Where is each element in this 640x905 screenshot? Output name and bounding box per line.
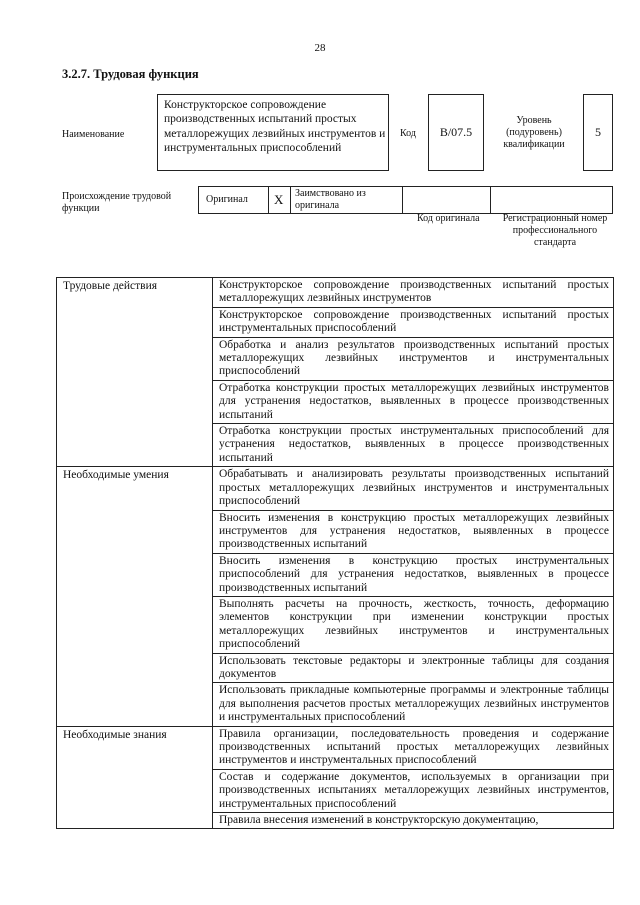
section-title: 3.2.7. Трудовая функция [62, 67, 199, 81]
category-cell: Трудовые действия [57, 278, 213, 467]
table-cell: Вносить изменения в конструкцию простых инструментальных приспособлений для устранения недостатков, выявленных в процессе производственных испытаний [213, 553, 614, 596]
category-cell: Необходимые знания [57, 726, 213, 829]
original-mark-cell [269, 187, 291, 213]
page-number: 28 [314, 42, 326, 54]
borrowed-cell [291, 187, 403, 213]
borrowed-label: Заимствовано из оригинала [295, 188, 366, 211]
function-name-box: Конструкторское сопровождение производственных испытаний простых металлорежущих лезвийных инструментов и инструментальных приспособлений [157, 94, 389, 171]
code-value-box [428, 94, 484, 171]
table-cell: Состав и содержание документов, используемых в организации при производственных испытаниях металлорежущих лезвийных инструментов, инструментальных приспособлений [213, 769, 614, 812]
code-value: B/07.5 [439, 125, 473, 139]
table-row [57, 726, 614, 769]
original-label: Оригинал [206, 194, 248, 205]
table-cell: Вносить изменения в конструкцию простых металлорежущих лезвийных инструментов для устранения недостатков, выявленных в процессе производственных испытаний [213, 510, 614, 553]
code-original-label: Код оригинала [417, 213, 480, 224]
reg-number-cell [491, 187, 612, 213]
table-cell: Использовать прикладные компьютерные программы и электронные таблицы для выполнения расчетов простых металлорежущих лезвийных инструментов и инструментальных приспособлений [213, 683, 614, 726]
table-cell: Отработка конструкции простых металлорежущих лезвийных инструментов для устранения недостатков, выявленных в процессе производственных испытаний [213, 380, 614, 423]
table-row [57, 278, 614, 308]
level-value-box [583, 94, 613, 171]
category-cell: Необходимые умения [57, 467, 213, 726]
table-cell: Конструкторское сопровождение производственных испытаний простых инструментальных приспособлений [213, 307, 614, 337]
table-cell: Обработка и анализ результатов производственных испытаний простых металлорежущих лезвийных инструментов и инструментальных приспособлений [213, 337, 614, 380]
code-original-cell [403, 187, 491, 213]
level-value: 5 [595, 125, 601, 139]
function-details-table [56, 277, 614, 829]
origin-table [198, 186, 613, 214]
table-cell: Выполнять расчеты на прочность, жесткость, точность, деформацию элементов конструкции при изменении конструкции простых металлорежущих лезвийных инструментов и инструментальных приспособлений [213, 596, 614, 653]
table-cell: Обрабатывать и анализировать результаты производственных испытаний простых металлорежущих лезвийных инструментов и инструментальных приспособлений [213, 467, 614, 510]
table-cell: Использовать текстовые редакторы и электронные таблицы для создания документов [213, 653, 614, 683]
table-cell: Правила внесения изменений в конструкторскую документацию, [213, 813, 614, 829]
original-mark: X [274, 192, 284, 207]
name-label: Наименование [62, 129, 125, 140]
code-label: Код [400, 128, 416, 139]
table-cell: Правила организации, последовательность проведения и содержание производственных испытаний простых металлорежущих лезвийных инструментов и инструментальных приспособлений [213, 726, 614, 769]
original-cell [199, 187, 269, 213]
origin-label: Происхождение трудовой функции [62, 191, 172, 214]
table-cell: Отработка конструкции простых инструментальных приспособлений для устранения недостатков, выявленных в процессе производственных испытаний [213, 424, 614, 467]
table-cell: Конструкторское сопровождение производственных испытаний простых металлорежущих лезвийных инструментов [213, 278, 614, 308]
level-label: Уровень (подуровень) квалификации [503, 115, 565, 150]
table-row [57, 467, 614, 510]
reg-number-label: Регистрационный номер профессионального стандарта [502, 213, 608, 248]
